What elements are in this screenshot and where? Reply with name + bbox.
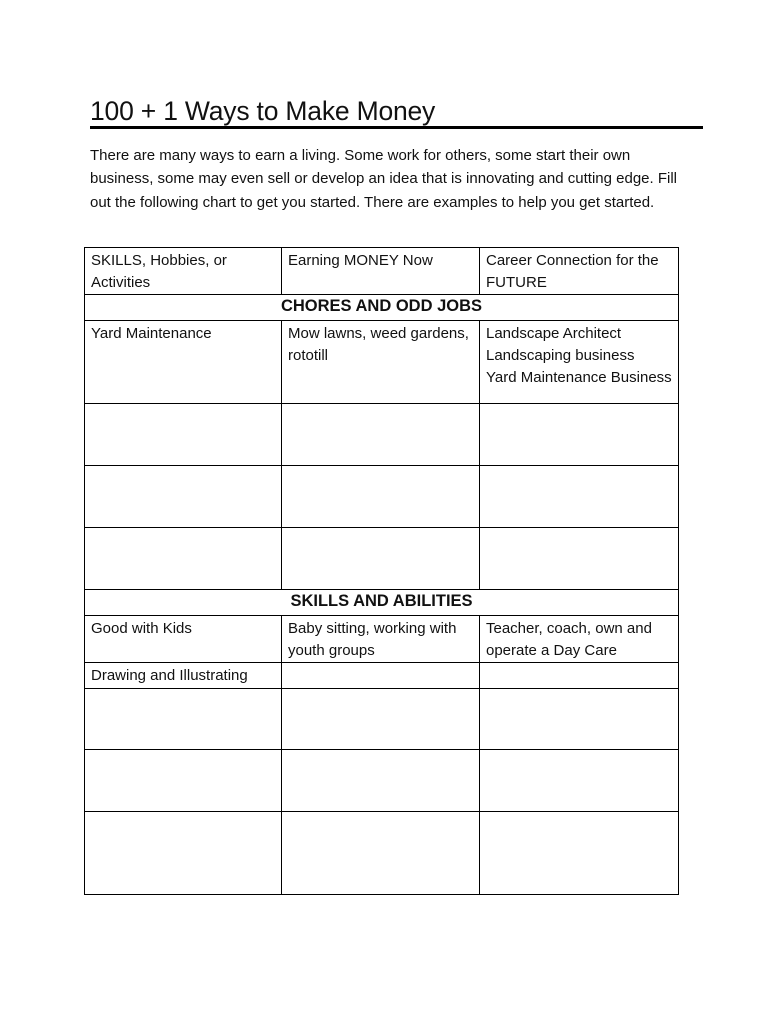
table-row xyxy=(85,528,679,590)
skill-cell[interactable] xyxy=(85,811,282,894)
earning-cell[interactable] xyxy=(282,663,480,689)
earning-cell: Mow lawns, weed gardens, rototill xyxy=(282,321,480,404)
section-title-skills: SKILLS AND ABILITIES xyxy=(85,590,679,616)
skill-cell: Good with Kids xyxy=(85,615,282,662)
career-cell xyxy=(480,321,679,404)
career-cell[interactable] xyxy=(480,811,679,894)
career-cell[interactable] xyxy=(480,528,679,590)
skill-cell[interactable] xyxy=(85,688,282,749)
page-title: 100 + 1 Ways to Make Money xyxy=(90,96,436,126)
earning-cell[interactable] xyxy=(282,811,480,894)
money-worksheet-table xyxy=(84,247,679,895)
career-line: Landscape Architect xyxy=(486,325,622,343)
earning-cell[interactable] xyxy=(282,466,480,528)
table-row xyxy=(85,688,679,749)
table-row xyxy=(85,663,679,689)
section-header-row xyxy=(85,590,679,616)
header-earning-now: Earning MONEY Now xyxy=(282,248,480,295)
career-cell[interactable] xyxy=(480,404,679,466)
header-skills: SKILLS, Hobbies, or Activities xyxy=(85,248,282,295)
header-row xyxy=(85,248,679,295)
career-line: Landscaping business xyxy=(486,346,635,364)
section-header-row xyxy=(85,295,679,321)
table-row xyxy=(85,811,679,894)
career-cell[interactable] xyxy=(480,466,679,528)
skill-cell[interactable] xyxy=(85,749,282,811)
table-row xyxy=(85,615,679,662)
earning-cell[interactable] xyxy=(282,688,480,749)
earning-cell[interactable] xyxy=(282,749,480,811)
table-row xyxy=(85,466,679,528)
career-line: Yard Maintenance Business xyxy=(486,368,672,386)
table-row xyxy=(85,404,679,466)
intro-paragraph: There are many ways to earn a living. Some work for others, some start their own business, some may even sell or develop an idea that is innovating and cutting edge. Fill out the following chart to get you started. There are examples to help you get started. xyxy=(90,147,678,211)
earning-cell[interactable] xyxy=(282,528,480,590)
career-cell[interactable] xyxy=(480,688,679,749)
earning-cell: Baby sitting, working with youth groups xyxy=(282,615,480,662)
earning-cell[interactable] xyxy=(282,404,480,466)
career-cell[interactable] xyxy=(480,663,679,689)
header-career-connection: Career Connection for the FUTURE xyxy=(480,248,679,295)
skill-cell: Yard Maintenance xyxy=(85,321,282,404)
title-underline xyxy=(90,126,703,129)
career-cell: Teacher, coach, own and operate a Day Care xyxy=(480,615,679,662)
skill-cell[interactable] xyxy=(85,404,282,466)
table-row xyxy=(85,321,679,404)
skill-cell[interactable] xyxy=(85,528,282,590)
section-title-chores: CHORES AND ODD JOBS xyxy=(85,295,679,321)
table-row xyxy=(85,749,679,811)
career-cell[interactable] xyxy=(480,749,679,811)
skill-cell[interactable] xyxy=(85,466,282,528)
skill-cell: Drawing and Illustrating xyxy=(85,663,282,689)
